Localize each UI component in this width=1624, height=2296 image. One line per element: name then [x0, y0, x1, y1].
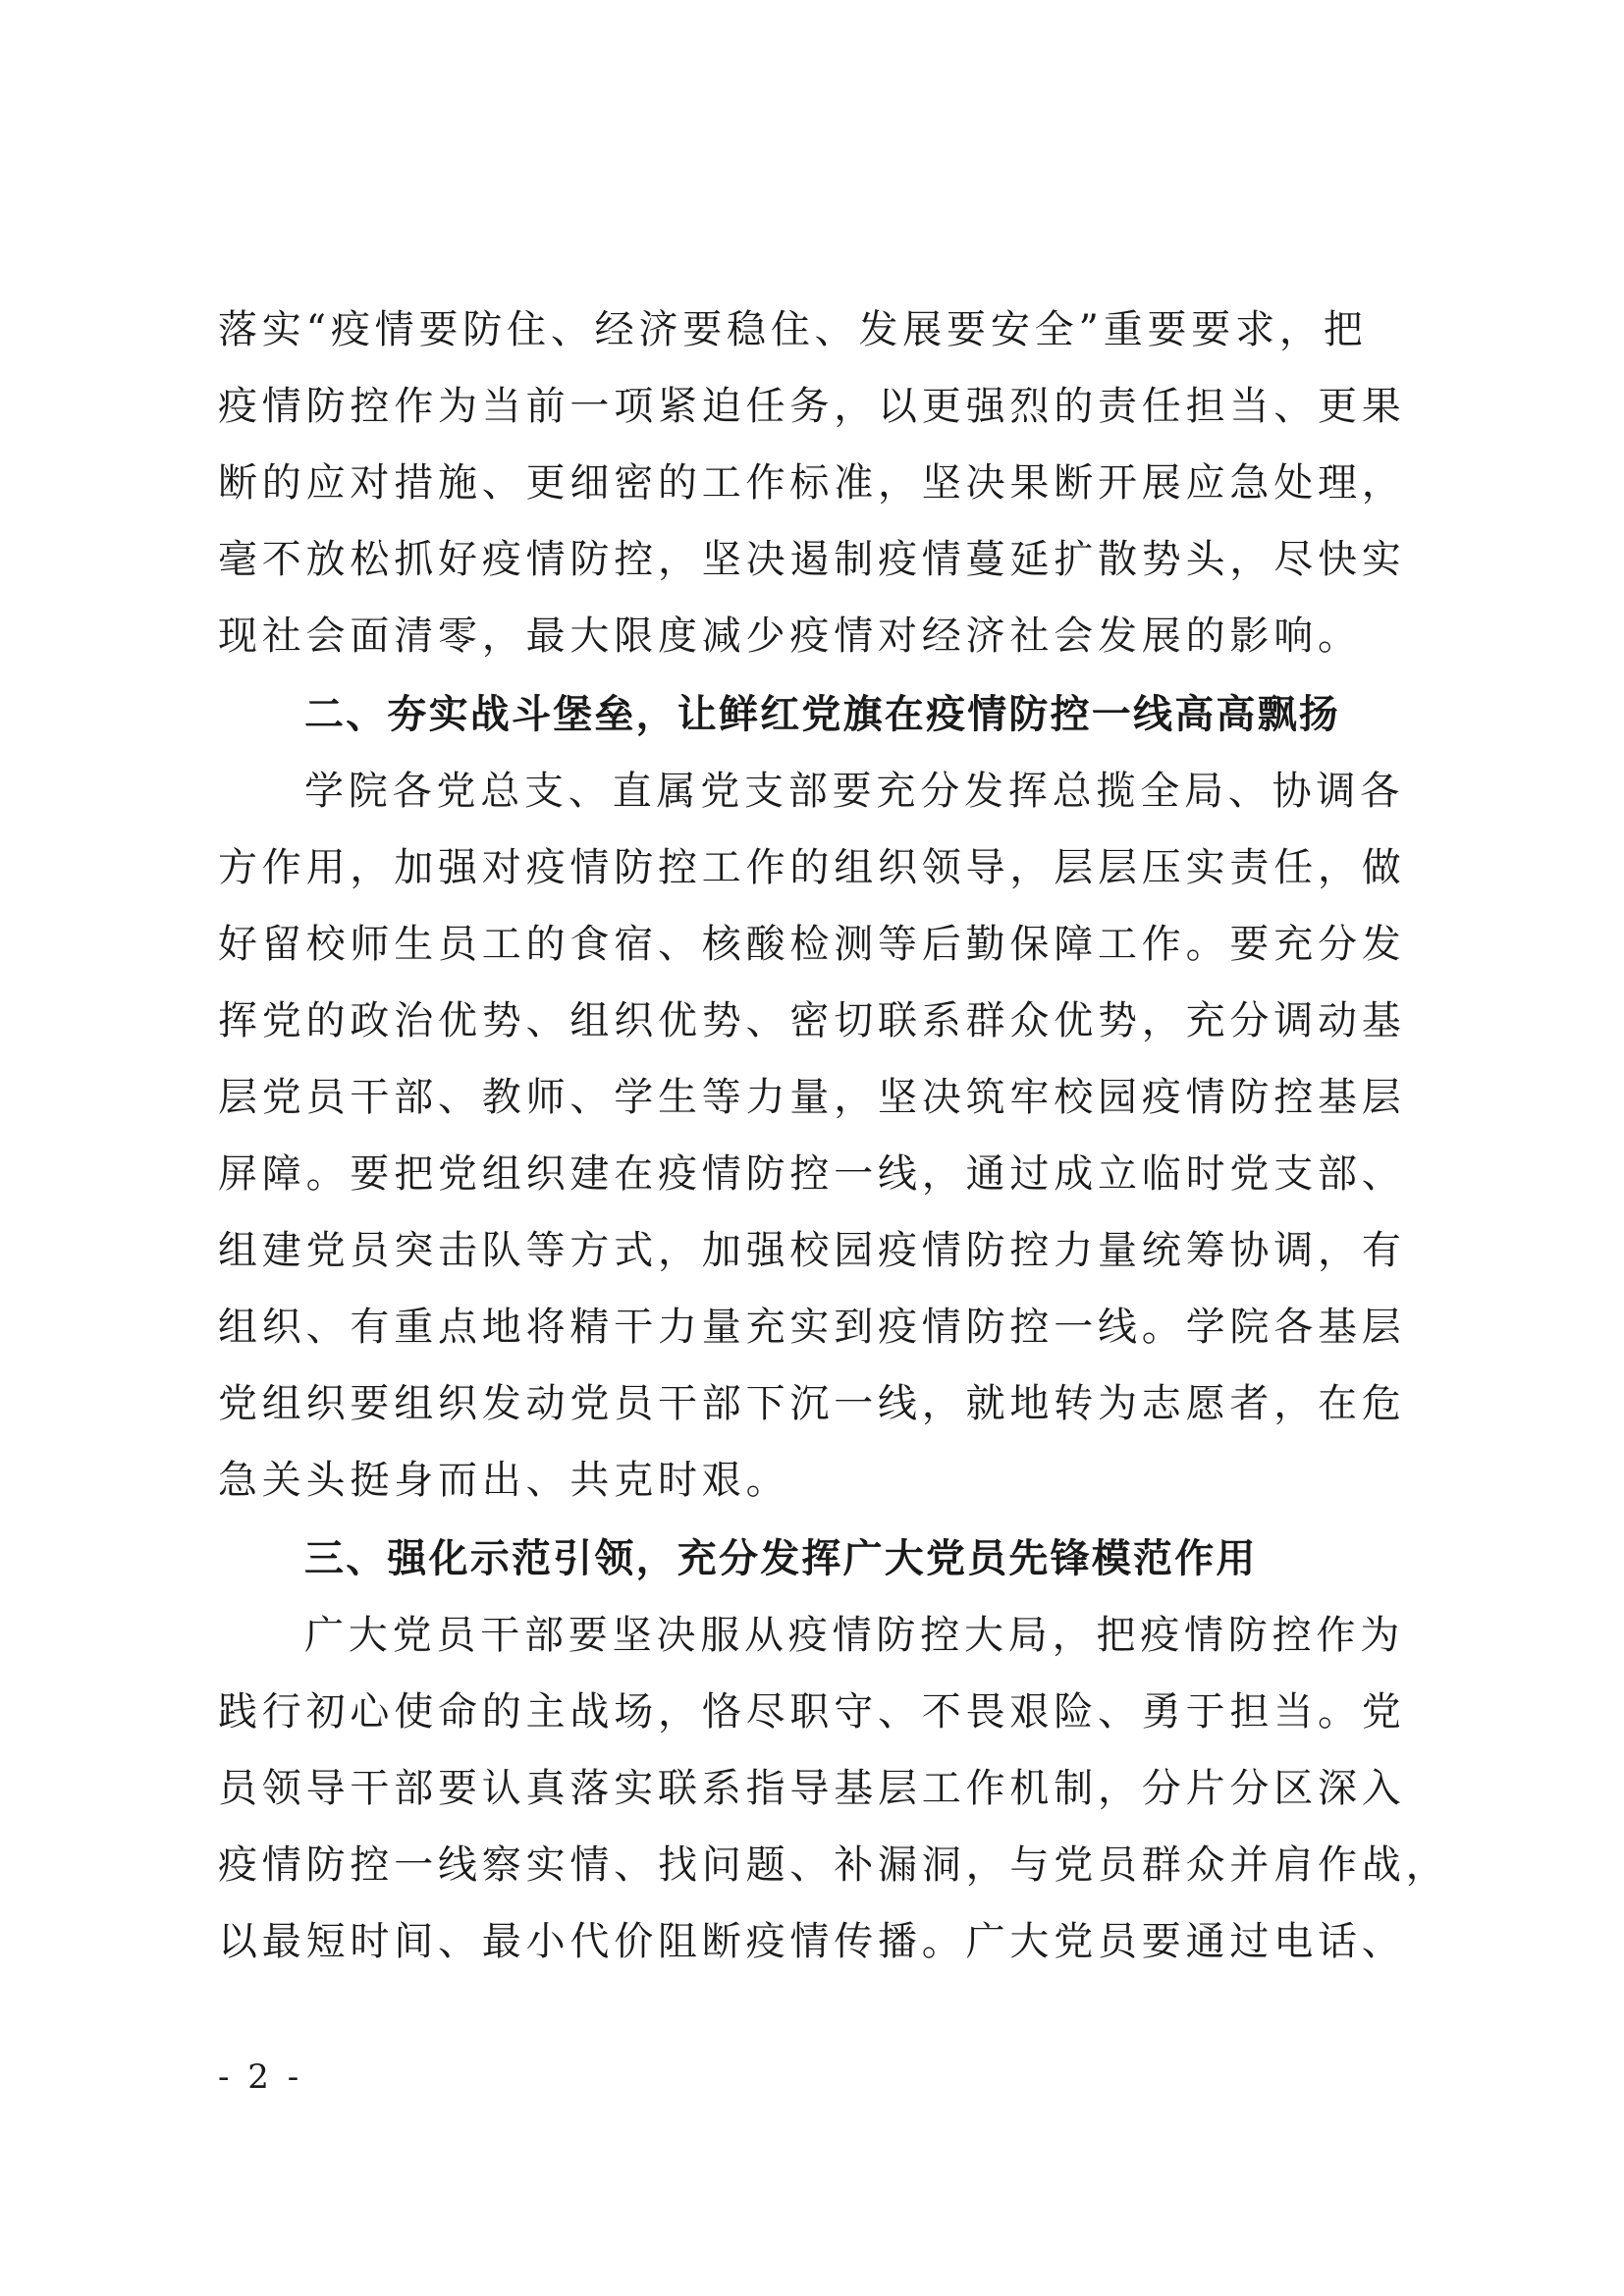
paragraph-line: 毫不放松抓好疫情防控，坚决遏制疫情蔓延扩散势头，尽快实 [218, 537, 1406, 582]
paragraph-line: 广大党员干部要坚决服从疫情防控大局，把疫情防控作为 [304, 1613, 1404, 1658]
paragraph-line: 组织、有重点地将精干力量充实到疫情防控一线。学院各基层 [218, 1305, 1406, 1350]
paragraph-line: 挥党的政治优势、组织优势、密切联系群众优势，充分调动基 [218, 998, 1406, 1043]
paragraph-line: 方作用，加强对疫情防控工作的组织领导，层层压实责任，做 [218, 845, 1406, 890]
paragraph-line: 疫情防控作为当前一项紧迫任务，以更强烈的责任担当、更果 [218, 384, 1406, 429]
paragraph-line: 层党员干部、教师、学生等力量，坚决筑牢校园疫情防控基层 [218, 1075, 1406, 1120]
page-number: - 2 - [218, 2057, 303, 2097]
section-heading-3: 三、强化示范引领，充分发挥广大党员先锋模范作用 [304, 1536, 1258, 1581]
paragraph-line: 践行初心使命的主战场，恪尽职守、不畏艰险、勇于担当。党 [218, 1689, 1406, 1735]
paragraph-line: 以最短时间、最小代价阻断疫情传播。广大党员要通过电话、 [218, 1919, 1406, 1964]
paragraph-line: 疫情防控一线察实情、找问题、补漏洞，与党员群众并肩作战， [218, 1842, 1450, 1888]
paragraph-line: 员领导干部要认真落实联系指导基层工作机制，分片分区深入 [218, 1766, 1406, 1811]
paragraph-line: 组建党员突击队等方式，加强校园疫情防控力量统筹协调，有 [218, 1228, 1406, 1273]
paragraph-line: 落实“疫情要防住、经济要稳住、发展要安全”重要要求，把 [218, 307, 1368, 352]
paragraph-line: 学院各党总支、直属党支部要充分发挥总揽全局、协调各 [304, 769, 1404, 814]
section-heading-2: 二、夯实战斗堡垒，让鲜红党旗在疫情防控一线高高飘扬 [304, 692, 1340, 737]
paragraph-line: 急关头挺身而出、共克时艰。 [218, 1458, 790, 1503]
paragraph-line: 好留校师生员工的食宿、核酸检测等后勤保障工作。要充分发 [218, 922, 1406, 967]
paragraph-line: 现社会面清零，最大限度减少疫情对经济社会发展的影响。 [218, 614, 1362, 659]
paragraph-line: 屏障。要把党组织建在疫情防控一线，通过成立临时党支部、 [218, 1151, 1406, 1197]
paragraph-line: 党组织要组织发动党员干部下沉一线，就地转为志愿者，在危 [218, 1381, 1406, 1426]
paragraph-line: 断的应对措施、更细密的工作标准，坚决果断开展应急处理， [218, 460, 1406, 506]
